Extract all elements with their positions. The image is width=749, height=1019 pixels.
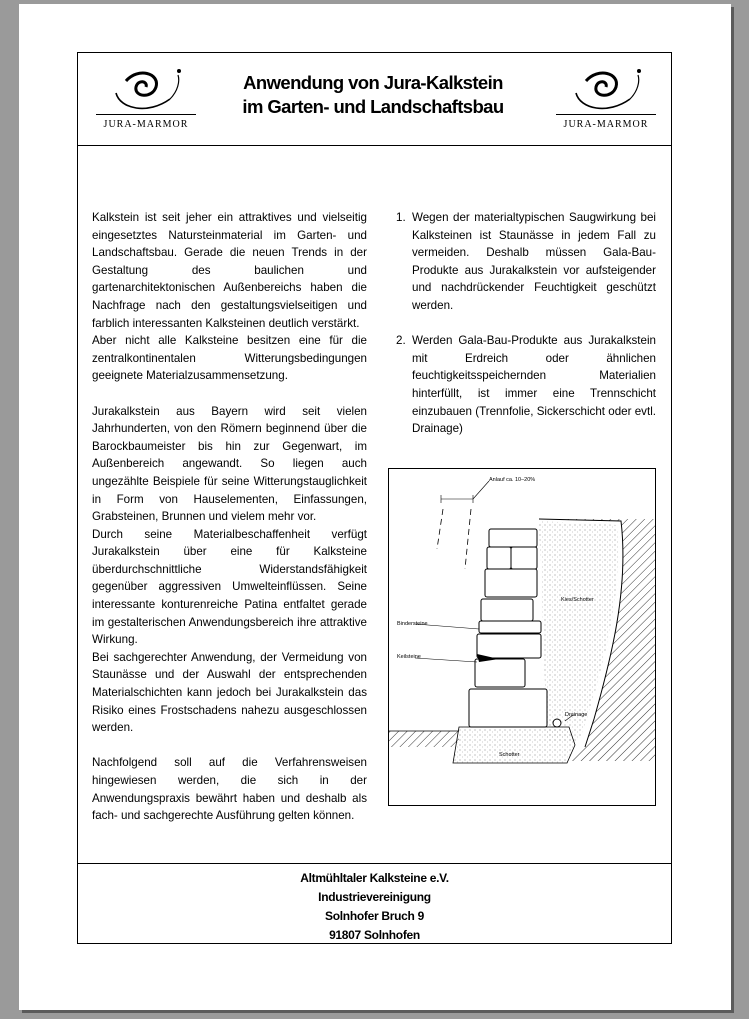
footer-org-type: Industrievereinigung — [318, 890, 431, 904]
footer-city: 91807 Solnhofen — [329, 928, 420, 942]
retaining-wall-diagram — [388, 468, 656, 806]
jura-marmor-logo-left — [94, 65, 198, 133]
footer-org-name: Altmühltaler Kalksteine e.V. — [300, 871, 449, 885]
wall-cross-section-drawing — [389, 469, 655, 805]
left-text-column — [92, 209, 367, 825]
footer-address — [78, 863, 671, 943]
label-kies: Kies/Schotter — [561, 597, 594, 603]
paragraph-resistance: Durch seine Materialbeschaffenheit verfügt Jurakalkstein über eine für Kalksteine überdurchschnittliche Widerstandsfähigkeit gegenüber aggressiven Umwelteinflüssen. Seine interessante konturenreiche Patina entfaltet gerade im gestalterischen Anwendungsbereich ihre attraktive Wirkung. — [92, 527, 367, 647]
label-binder: Bindersteine — [397, 621, 428, 627]
title-line-1: Anwendung von Jura-Kalkstein — [243, 72, 503, 93]
paragraph-suitability: Aber nicht alle Kalksteine besitzen eine für die zentralkontinentalen Witterungsbedingungen geeignete Materialzusammensetzung. — [92, 334, 367, 383]
list-text: Werden Gala-Bau-Produkte aus Jurakalkstein mit Erdreich oder ähnlichen feuchtigkeitsspeichernden Materialien hinterfüllt, ist immer eine Trennschicht einzubauen (Trennfolie, Sickerschicht oder evtl. Drainage) — [412, 334, 656, 436]
logo-swirl-icon — [568, 65, 648, 115]
footer-street: Solnhofer Bruch 9 — [325, 909, 424, 923]
logo-text: JURA-MARMOR — [103, 119, 189, 130]
header — [78, 53, 671, 146]
label-drainage: Drainage — [565, 712, 588, 718]
right-text-column — [396, 209, 656, 455]
label-keil: Keilsteine — [397, 654, 421, 660]
list-text: Wegen der materialtypischen Saugwirkung bei Kalksteinen ist Staunässe in jedem Fall zu vermeiden. Deshalb müssen Gala-Bau-Produkte aus Jurakalkstein vor aufsteigender und nachdrückender Feuchtigkeit geschützt werden. — [412, 211, 656, 312]
paragraph-frost: Bei sachgerechter Anwendung, der Vermeidung von Staunässe und der Auswahl der entsprechenden Materialschichten kann jedoch bei Jurakalkstein das Risiko eines Frostschadens nahezu ausgeschlossen werden. — [92, 650, 367, 735]
logo-rule — [556, 114, 656, 115]
document-frame — [77, 52, 672, 944]
title-line-2: im Garten- und Landschaftsbau — [242, 96, 504, 117]
logo-rule — [96, 114, 196, 115]
list-item — [396, 332, 656, 438]
logo-text: JURA-MARMOR — [563, 119, 649, 130]
paragraph-intro: Kalkstein ist seit jeher ein attraktives und vielseitig eingesetztes Natursteinmaterial im Garten- und Landschaftsbau. Gerade die neuen Trends in der Gestaltung des baulichen und gartenarchitektonischen Außenbereichs haben die Nachfrage nach den gestaltungsvielseitigen und farblich interessanten Kalksteinen deutlich verstärkt. — [92, 211, 367, 330]
page-title — [198, 71, 548, 119]
label-schotter: Schotter — [499, 752, 520, 758]
list-item — [396, 209, 656, 315]
logo-swirl-icon — [108, 65, 188, 115]
list-number: 2. — [396, 334, 406, 348]
paragraph-outro: Nachfolgend soll auf die Verfahrensweisen hingewiesen werden, die sich in der Anwendungspraxis bewährt haben und deshalb als fach- und sachgerechte Ausführung gelten können. — [92, 756, 367, 823]
list-number: 1. — [396, 211, 406, 224]
document-page — [19, 4, 731, 1010]
jura-marmor-logo-right — [554, 65, 658, 133]
label-anlauf: Anlauf ca. 10–20% — [489, 477, 536, 483]
paragraph-history: Jurakalkstein aus Bayern wird seit vielen Jahrhunderten, von den Römern beginnend über die Barockbaumeister bis hin zur Gegenwart, im Außenbereich angewandt. So liegen auch ungezählte Beispiele für seine Witterungstauglichkeit in Form von Hauselementen, Einfassungen, Grabsteinen, Brunnen und vielem mehr vor. — [92, 404, 367, 524]
